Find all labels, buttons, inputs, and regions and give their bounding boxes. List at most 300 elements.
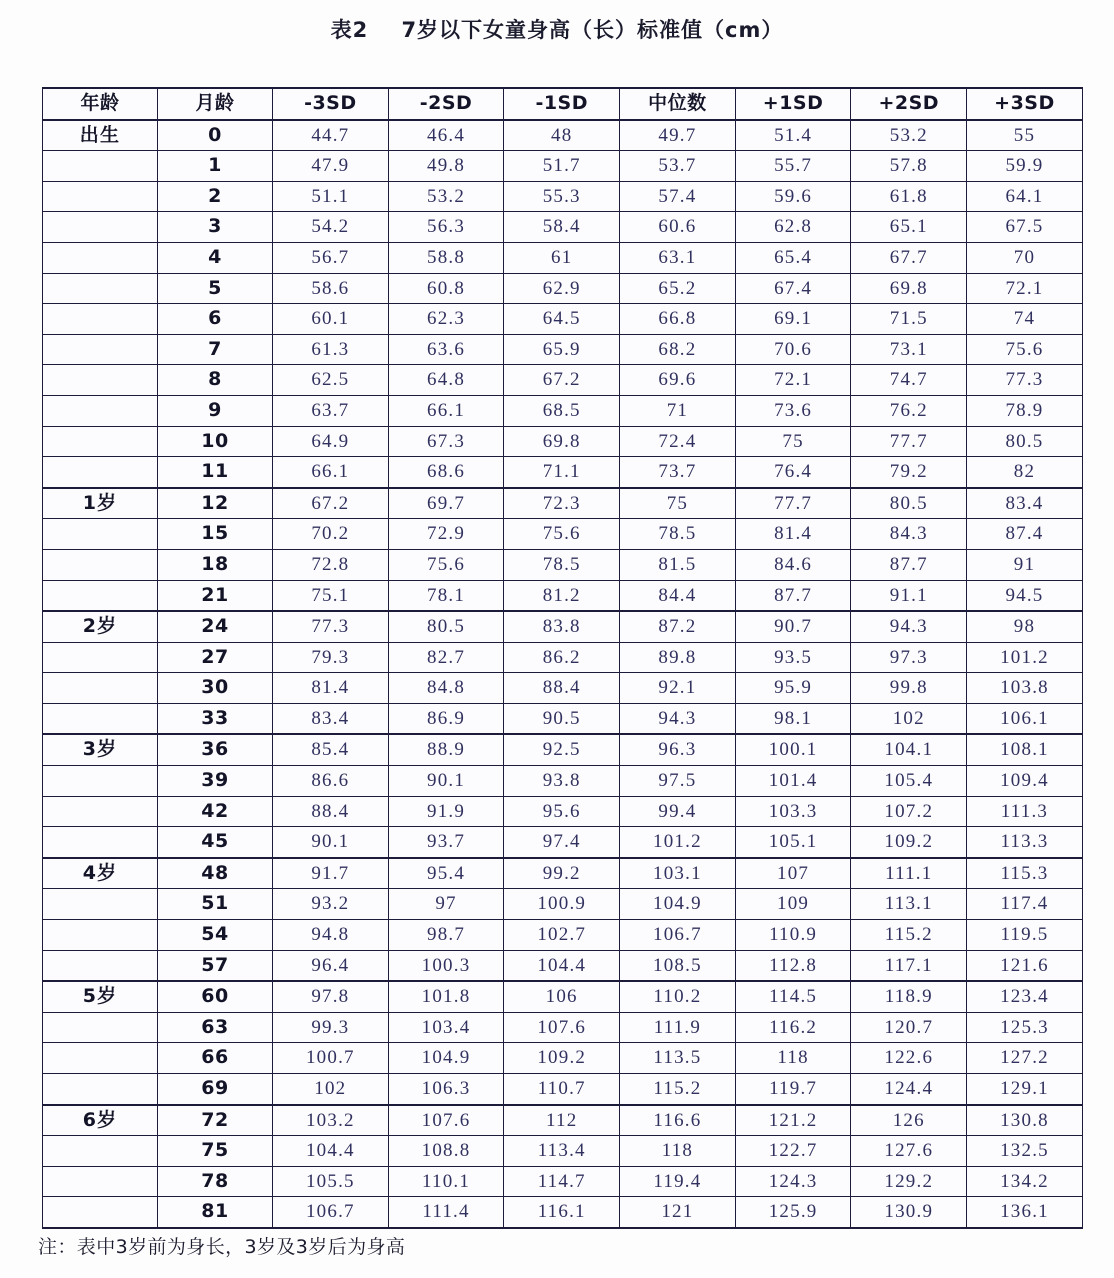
cell-plus1sd: 93.5 (735, 642, 851, 673)
cell-plus3sd: 121.6 (967, 950, 1083, 981)
cell-minus1sd: 95.6 (504, 796, 620, 827)
cell-plus2sd: 97.3 (851, 642, 967, 673)
cell-median: 89.8 (620, 642, 736, 673)
cell-plus1sd: 67.4 (735, 273, 851, 304)
cell-plus2sd: 69.8 (851, 273, 967, 304)
cell-plus1sd: 55.7 (735, 151, 851, 182)
cell-plus3sd: 119.5 (967, 920, 1083, 951)
cell-minus3sd: 47.9 (273, 151, 389, 182)
cell-age: 6岁 (43, 1105, 158, 1136)
cell-minus2sd: 63.6 (388, 334, 504, 365)
cell-minus1sd: 67.2 (504, 365, 620, 396)
cell-month: 6 (158, 304, 273, 335)
table-row (43, 889, 1083, 920)
cell-plus2sd: 77.7 (851, 426, 967, 457)
cell-median: 92.1 (620, 673, 736, 704)
cell-age (43, 304, 158, 335)
cell-minus3sd: 104.4 (273, 1136, 389, 1167)
cell-month: 15 (158, 519, 273, 550)
cell-minus2sd: 80.5 (388, 611, 504, 642)
cell-plus3sd: 117.4 (967, 889, 1083, 920)
cell-minus1sd: 100.9 (504, 889, 620, 920)
cell-minus2sd: 84.8 (388, 673, 504, 704)
cell-minus2sd: 69.7 (388, 488, 504, 519)
cell-plus1sd: 109 (735, 889, 851, 920)
cell-plus3sd: 101.2 (967, 642, 1083, 673)
cell-plus2sd: 117.1 (851, 950, 967, 981)
cell-median: 115.2 (620, 1074, 736, 1105)
cell-month: 11 (158, 457, 273, 488)
cell-plus1sd: 76.4 (735, 457, 851, 488)
cell-minus1sd: 71.1 (504, 457, 620, 488)
cell-plus1sd: 51.4 (735, 120, 851, 151)
cell-plus2sd: 130.9 (851, 1197, 967, 1228)
cell-plus1sd: 107 (735, 858, 851, 889)
cell-month: 1 (158, 151, 273, 182)
cell-age (43, 212, 158, 243)
cell-age (43, 1166, 158, 1197)
cell-age (43, 766, 158, 797)
cell-plus1sd: 125.9 (735, 1197, 851, 1228)
cell-minus3sd: 51.1 (273, 181, 389, 212)
cell-plus2sd: 61.8 (851, 181, 967, 212)
cell-plus2sd: 120.7 (851, 1012, 967, 1043)
cell-month: 81 (158, 1197, 273, 1228)
cell-plus2sd: 104.1 (851, 734, 967, 765)
cell-plus3sd: 83.4 (967, 488, 1083, 519)
cell-minus1sd: 86.2 (504, 642, 620, 673)
cell-month: 10 (158, 426, 273, 457)
cell-plus1sd: 90.7 (735, 611, 851, 642)
table-row (43, 334, 1083, 365)
cell-plus2sd: 65.1 (851, 212, 967, 243)
cell-minus3sd: 100.7 (273, 1043, 389, 1074)
cell-minus2sd: 106.3 (388, 1074, 504, 1105)
cell-minus1sd: 72.3 (504, 488, 620, 519)
cell-age (43, 950, 158, 981)
cell-month: 75 (158, 1136, 273, 1167)
cell-age (43, 673, 158, 704)
table-row (43, 273, 1083, 304)
cell-minus3sd: 94.8 (273, 920, 389, 951)
cell-plus3sd: 98 (967, 611, 1083, 642)
cell-minus2sd: 95.4 (388, 858, 504, 889)
cell-month: 27 (158, 642, 273, 673)
cell-plus1sd: 119.7 (735, 1074, 851, 1105)
table-row (43, 212, 1083, 243)
cell-minus1sd: 48 (504, 120, 620, 151)
cell-age (43, 242, 158, 273)
cell-median: 104.9 (620, 889, 736, 920)
cell-month: 51 (158, 889, 273, 920)
cell-minus2sd: 108.8 (388, 1136, 504, 1167)
cell-plus3sd: 103.8 (967, 673, 1083, 704)
cell-minus3sd: 62.5 (273, 365, 389, 396)
cell-minus1sd: 104.4 (504, 950, 620, 981)
cell-month: 21 (158, 580, 273, 611)
cell-plus1sd: 77.7 (735, 488, 851, 519)
table-row (43, 1074, 1083, 1105)
cell-age (43, 642, 158, 673)
cell-plus3sd: 123.4 (967, 981, 1083, 1012)
cell-plus1sd: 73.6 (735, 395, 851, 426)
cell-minus1sd: 93.8 (504, 766, 620, 797)
cell-minus1sd: 109.2 (504, 1043, 620, 1074)
cell-plus1sd: 101.4 (735, 766, 851, 797)
cell-median: 69.6 (620, 365, 736, 396)
cell-month: 54 (158, 920, 273, 951)
cell-plus1sd: 84.6 (735, 549, 851, 580)
cell-minus3sd: 99.3 (273, 1012, 389, 1043)
cell-minus1sd: 97.4 (504, 827, 620, 858)
cell-plus2sd: 105.4 (851, 766, 967, 797)
cell-plus3sd: 78.9 (967, 395, 1083, 426)
cell-minus3sd: 64.9 (273, 426, 389, 457)
cell-plus2sd: 76.2 (851, 395, 967, 426)
growth-standard-table-container (42, 87, 1082, 1229)
cell-median: 108.5 (620, 950, 736, 981)
cell-plus2sd: 129.2 (851, 1166, 967, 1197)
cell-plus1sd: 116.2 (735, 1012, 851, 1043)
cell-minus1sd: 68.5 (504, 395, 620, 426)
table-row (43, 457, 1083, 488)
cell-plus1sd: 69.1 (735, 304, 851, 335)
cell-median: 101.2 (620, 827, 736, 858)
cell-minus2sd: 56.3 (388, 212, 504, 243)
cell-plus1sd: 95.9 (735, 673, 851, 704)
cell-minus3sd: 77.3 (273, 611, 389, 642)
cell-plus1sd: 103.3 (735, 796, 851, 827)
table-row (43, 549, 1083, 580)
cell-plus2sd: 87.7 (851, 549, 967, 580)
column-header-minus1sd: -1SD (504, 88, 620, 120)
table-row (43, 242, 1083, 273)
cell-age (43, 151, 158, 182)
cell-plus2sd: 73.1 (851, 334, 967, 365)
cell-month: 24 (158, 611, 273, 642)
cell-minus3sd: 86.6 (273, 766, 389, 797)
column-header-month: 月龄 (158, 88, 273, 120)
cell-plus3sd: 108.1 (967, 734, 1083, 765)
cell-age (43, 703, 158, 734)
cell-plus1sd: 121.2 (735, 1105, 851, 1136)
cell-minus2sd: 62.3 (388, 304, 504, 335)
cell-plus1sd: 110.9 (735, 920, 851, 951)
cell-plus2sd: 115.2 (851, 920, 967, 951)
cell-plus3sd: 130.8 (967, 1105, 1083, 1136)
cell-plus1sd: 122.7 (735, 1136, 851, 1167)
cell-age (43, 519, 158, 550)
cell-minus1sd: 58.4 (504, 212, 620, 243)
cell-age: 5岁 (43, 981, 158, 1012)
cell-plus1sd: 124.3 (735, 1166, 851, 1197)
cell-plus3sd: 94.5 (967, 580, 1083, 611)
cell-plus3sd: 70 (967, 242, 1083, 273)
cell-month: 7 (158, 334, 273, 365)
cell-minus1sd: 106 (504, 981, 620, 1012)
cell-minus2sd: 53.2 (388, 181, 504, 212)
cell-age (43, 181, 158, 212)
cell-median: 96.3 (620, 734, 736, 765)
cell-minus1sd: 88.4 (504, 673, 620, 704)
cell-minus3sd: 106.7 (273, 1197, 389, 1228)
cell-month: 2 (158, 181, 273, 212)
cell-age (43, 334, 158, 365)
cell-plus2sd: 71.5 (851, 304, 967, 335)
cell-plus3sd: 59.9 (967, 151, 1083, 182)
cell-age (43, 395, 158, 426)
column-header-minus3sd: -3SD (273, 88, 389, 120)
cell-age: 2岁 (43, 611, 158, 642)
cell-minus2sd: 86.9 (388, 703, 504, 734)
cell-plus1sd: 81.4 (735, 519, 851, 550)
cell-median: 110.2 (620, 981, 736, 1012)
cell-median: 106.7 (620, 920, 736, 951)
table-row (43, 920, 1083, 951)
cell-plus3sd: 75.6 (967, 334, 1083, 365)
cell-month: 8 (158, 365, 273, 396)
cell-age (43, 920, 158, 951)
cell-median: 121 (620, 1197, 736, 1228)
cell-minus2sd: 46.4 (388, 120, 504, 151)
cell-minus2sd: 82.7 (388, 642, 504, 673)
cell-median: 72.4 (620, 426, 736, 457)
cell-median: 65.2 (620, 273, 736, 304)
cell-month: 36 (158, 734, 273, 765)
table-row (43, 365, 1083, 396)
cell-month: 5 (158, 273, 273, 304)
cell-plus1sd: 62.8 (735, 212, 851, 243)
cell-minus2sd: 103.4 (388, 1012, 504, 1043)
table-row (43, 519, 1083, 550)
table-row (43, 858, 1083, 889)
cell-plus2sd: 126 (851, 1105, 967, 1136)
cell-minus3sd: 81.4 (273, 673, 389, 704)
cell-plus2sd: 107.2 (851, 796, 967, 827)
cell-median: 111.9 (620, 1012, 736, 1043)
table-row (43, 426, 1083, 457)
cell-age: 3岁 (43, 734, 158, 765)
cell-median: 68.2 (620, 334, 736, 365)
cell-minus3sd: 105.5 (273, 1166, 389, 1197)
cell-plus2sd: 99.8 (851, 673, 967, 704)
cell-median: 97.5 (620, 766, 736, 797)
cell-age (43, 1197, 158, 1228)
table-row (43, 1136, 1083, 1167)
cell-month: 3 (158, 212, 273, 243)
cell-minus2sd: 75.6 (388, 549, 504, 580)
cell-minus3sd: 66.1 (273, 457, 389, 488)
cell-plus3sd: 80.5 (967, 426, 1083, 457)
cell-month: 69 (158, 1074, 273, 1105)
cell-plus3sd: 125.3 (967, 1012, 1083, 1043)
cell-age (43, 889, 158, 920)
column-header-age: 年龄 (43, 88, 158, 120)
cell-median: 73.7 (620, 457, 736, 488)
table-footnote: 注：表中3岁前为身长，3岁及3岁后为身高 (38, 1236, 406, 1258)
cell-minus1sd: 65.9 (504, 334, 620, 365)
cell-minus1sd: 110.7 (504, 1074, 620, 1105)
cell-plus3sd: 67.5 (967, 212, 1083, 243)
cell-age: 1岁 (43, 488, 158, 519)
cell-median: 57.4 (620, 181, 736, 212)
cell-median: 63.1 (620, 242, 736, 273)
cell-month: 0 (158, 120, 273, 151)
cell-minus2sd: 100.3 (388, 950, 504, 981)
cell-median: 53.7 (620, 151, 736, 182)
cell-median: 87.2 (620, 611, 736, 642)
table-row (43, 580, 1083, 611)
cell-plus1sd: 72.1 (735, 365, 851, 396)
table-row (43, 1197, 1083, 1228)
cell-age (43, 1012, 158, 1043)
cell-age (43, 365, 158, 396)
table-row (43, 1043, 1083, 1074)
cell-minus2sd: 58.8 (388, 242, 504, 273)
cell-minus3sd: 79.3 (273, 642, 389, 673)
cell-minus3sd: 58.6 (273, 273, 389, 304)
cell-minus2sd: 111.4 (388, 1197, 504, 1228)
table-row (43, 981, 1083, 1012)
cell-plus2sd: 84.3 (851, 519, 967, 550)
table-row (43, 151, 1083, 182)
cell-minus3sd: 70.2 (273, 519, 389, 550)
cell-minus2sd: 107.6 (388, 1105, 504, 1136)
column-header-median: 中位数 (620, 88, 736, 120)
cell-month: 66 (158, 1043, 273, 1074)
cell-minus3sd: 97.8 (273, 981, 389, 1012)
cell-plus2sd: 74.7 (851, 365, 967, 396)
cell-month: 78 (158, 1166, 273, 1197)
table-row (43, 734, 1083, 765)
cell-plus3sd: 129.1 (967, 1074, 1083, 1105)
cell-month: 30 (158, 673, 273, 704)
cell-median: 118 (620, 1136, 736, 1167)
cell-plus2sd: 109.2 (851, 827, 967, 858)
cell-plus2sd: 79.2 (851, 457, 967, 488)
cell-month: 48 (158, 858, 273, 889)
cell-median: 113.5 (620, 1043, 736, 1074)
table-row (43, 673, 1083, 704)
cell-plus3sd: 64.1 (967, 181, 1083, 212)
cell-minus3sd: 60.1 (273, 304, 389, 335)
cell-minus3sd: 61.3 (273, 334, 389, 365)
cell-minus3sd: 44.7 (273, 120, 389, 151)
cell-age: 4岁 (43, 858, 158, 889)
cell-age (43, 426, 158, 457)
cell-median: 60.6 (620, 212, 736, 243)
cell-minus2sd: 67.3 (388, 426, 504, 457)
cell-median: 119.4 (620, 1166, 736, 1197)
cell-age (43, 796, 158, 827)
cell-median: 116.6 (620, 1105, 736, 1136)
cell-minus1sd: 102.7 (504, 920, 620, 951)
table-body (43, 120, 1083, 1228)
cell-plus3sd: 136.1 (967, 1197, 1083, 1228)
cell-age (43, 1136, 158, 1167)
cell-plus1sd: 98.1 (735, 703, 851, 734)
cell-minus2sd: 49.8 (388, 151, 504, 182)
cell-median: 94.3 (620, 703, 736, 734)
cell-month: 45 (158, 827, 273, 858)
cell-plus3sd: 132.5 (967, 1136, 1083, 1167)
cell-age (43, 1074, 158, 1105)
cell-minus1sd: 116.1 (504, 1197, 620, 1228)
cell-plus1sd: 75 (735, 426, 851, 457)
cell-month: 9 (158, 395, 273, 426)
cell-plus3sd: 109.4 (967, 766, 1083, 797)
cell-minus2sd: 91.9 (388, 796, 504, 827)
cell-minus2sd: 64.8 (388, 365, 504, 396)
cell-minus1sd: 64.5 (504, 304, 620, 335)
cell-minus3sd: 103.2 (273, 1105, 389, 1136)
cell-plus1sd: 59.6 (735, 181, 851, 212)
table-row (43, 796, 1083, 827)
table-row (43, 642, 1083, 673)
cell-minus1sd: 113.4 (504, 1136, 620, 1167)
cell-median: 81.5 (620, 549, 736, 580)
cell-plus2sd: 57.8 (851, 151, 967, 182)
cell-median: 66.8 (620, 304, 736, 335)
cell-month: 42 (158, 796, 273, 827)
cell-plus3sd: 106.1 (967, 703, 1083, 734)
cell-minus1sd: 90.5 (504, 703, 620, 734)
cell-plus2sd: 124.4 (851, 1074, 967, 1105)
cell-minus2sd: 101.8 (388, 981, 504, 1012)
table-row (43, 703, 1083, 734)
column-header-minus2sd: -2SD (388, 88, 504, 120)
column-header-plus3sd: +3SD (967, 88, 1083, 120)
cell-minus1sd: 75.6 (504, 519, 620, 550)
cell-median: 84.4 (620, 580, 736, 611)
table-row (43, 827, 1083, 858)
cell-plus2sd: 53.2 (851, 120, 967, 151)
cell-median: 75 (620, 488, 736, 519)
cell-minus3sd: 91.7 (273, 858, 389, 889)
cell-plus3sd: 91 (967, 549, 1083, 580)
cell-median: 49.7 (620, 120, 736, 151)
table-row (43, 1012, 1083, 1043)
cell-plus2sd: 111.1 (851, 858, 967, 889)
cell-minus3sd: 85.4 (273, 734, 389, 765)
cell-minus3sd: 93.2 (273, 889, 389, 920)
cell-minus2sd: 78.1 (388, 580, 504, 611)
cell-month: 33 (158, 703, 273, 734)
cell-plus3sd: 55 (967, 120, 1083, 151)
cell-minus1sd: 78.5 (504, 549, 620, 580)
cell-month: 39 (158, 766, 273, 797)
cell-plus3sd: 113.3 (967, 827, 1083, 858)
cell-plus1sd: 112.8 (735, 950, 851, 981)
cell-minus3sd: 90.1 (273, 827, 389, 858)
cell-median: 99.4 (620, 796, 736, 827)
cell-month: 4 (158, 242, 273, 273)
table-row (43, 950, 1083, 981)
cell-age (43, 457, 158, 488)
cell-plus3sd: 82 (967, 457, 1083, 488)
table-row (43, 304, 1083, 335)
cell-minus1sd: 55.3 (504, 181, 620, 212)
table-row (43, 120, 1083, 151)
cell-minus2sd: 68.6 (388, 457, 504, 488)
cell-plus3sd: 74 (967, 304, 1083, 335)
cell-plus2sd: 94.3 (851, 611, 967, 642)
cell-minus2sd: 90.1 (388, 766, 504, 797)
cell-minus1sd: 69.8 (504, 426, 620, 457)
cell-minus3sd: 56.7 (273, 242, 389, 273)
cell-minus2sd: 88.9 (388, 734, 504, 765)
cell-minus1sd: 99.2 (504, 858, 620, 889)
